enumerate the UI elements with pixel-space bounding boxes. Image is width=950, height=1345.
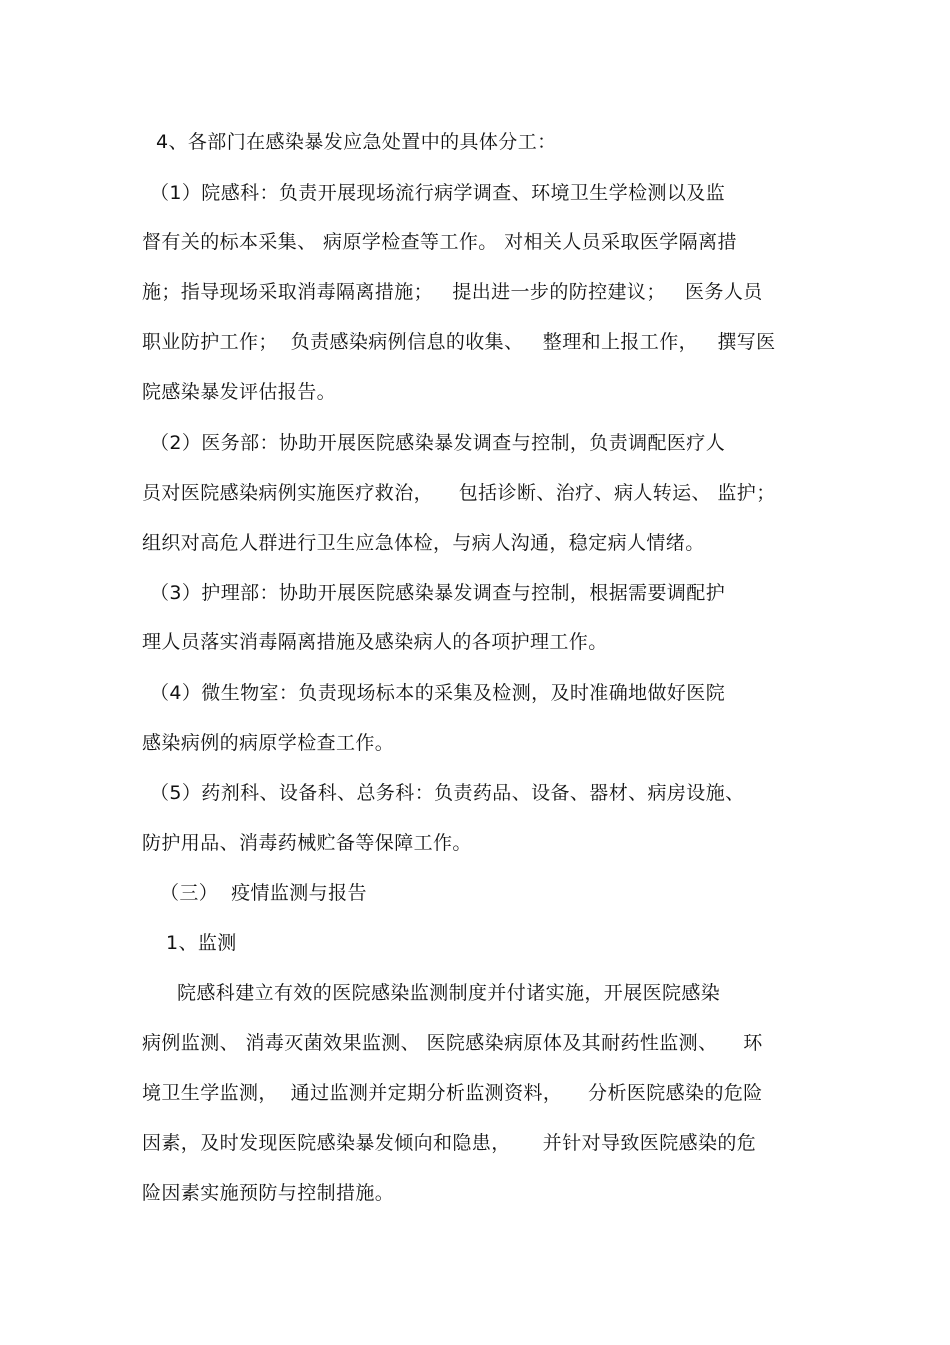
paragraph-line: （3）护理部：协助开展医院感染暴发调查与控制，根据需要调配护	[150, 582, 726, 604]
section-heading-3: （三） 疫情监测与报告	[160, 882, 367, 904]
paragraph-line: 督有关的标本采集、 病原学检查等工作。 对相关人员采取医学隔离措	[142, 231, 737, 253]
section-heading-4: 4、各部门在感染暴发应急处置中的具体分工：	[156, 131, 557, 153]
paragraph-line: 感染病例的病原学检查工作。	[142, 732, 395, 754]
paragraph-line: 组织对高危人群进行卫生应急体检，与病人沟通，稳定病人情绪。	[142, 532, 705, 554]
paragraph-line: （5）药剂科、设备科、总务科：负责药品、设备、器材、病房设施、	[150, 782, 745, 804]
paragraph-line: 境卫生学监测， 通过监测并定期分析监测资料， 分析医院感染的危险	[142, 1082, 763, 1104]
paragraph-line: 施；指导现场采取消毒隔离措施； 提出进一步的防控建议； 医务人员	[142, 281, 763, 303]
paragraph-line: 职业防护工作； 负责感染病例信息的收集、 整理和上报工作， 撰写医	[142, 331, 776, 353]
paragraph-line: 病例监测、 消毒灭菌效果监测、 医院感染病原体及其耐药性监测、 环	[142, 1032, 763, 1054]
paragraph-line: （4）微生物室：负责现场标本的采集及检测，及时准确地做好医院	[150, 682, 726, 704]
paragraph-line: 院感科建立有效的医院感染监测制度并付诸实施，开展医院感染	[177, 982, 721, 1004]
paragraph-line: 防护用品、消毒药械贮备等保障工作。	[142, 832, 472, 854]
paragraph-line: 因素，及时发现医院感染暴发倾向和隐患， 并针对导致医院感染的危	[142, 1132, 757, 1154]
paragraph-line: 理人员落实消毒隔离措施及感染病人的各项护理工作。	[142, 631, 608, 653]
paragraph-line: 院感染暴发评估报告。	[142, 381, 337, 403]
paragraph-line: （1）院感科：负责开展现场流行病学调查、环境卫生学检测以及监	[150, 182, 726, 204]
paragraph-line: 险因素实施预防与控制措施。	[142, 1182, 395, 1204]
paragraph-line: 员对医院感染病例实施医疗救治， 包括诊断、治疗、病人转运、 监护；	[142, 482, 776, 504]
subsection-heading-1: 1、监测	[166, 932, 237, 954]
paragraph-line: （2）医务部：协助开展医院感染暴发调查与控制，负责调配医疗人	[150, 432, 726, 454]
